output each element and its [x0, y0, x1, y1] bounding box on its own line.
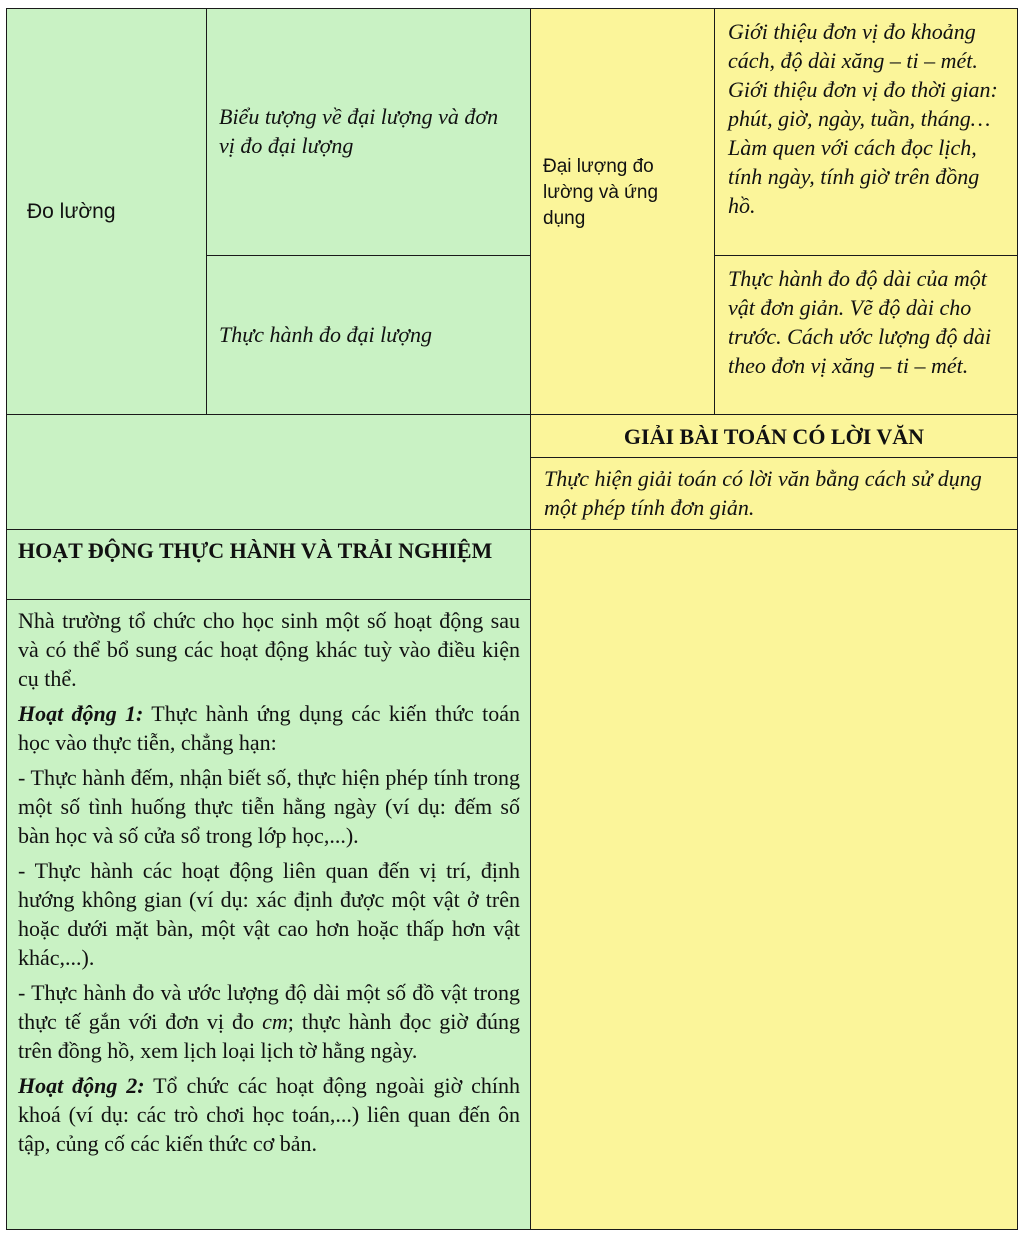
- cell-topic-measurement: [6, 8, 208, 416]
- activities-intro: Nhà trường tổ chức cho học sinh một số hoạt động sau và có thể bổ sung các hoạt động khác tuỳ vào điều kiện cụ thể.: [18, 608, 520, 691]
- sub-practice-text: Thực hành đo đại lượng: [219, 322, 432, 347]
- cell-activities-body: [6, 599, 532, 1230]
- cell-sub-concepts: [206, 8, 532, 257]
- cell-sub-practice: [206, 255, 532, 416]
- word-problem-heading: GIẢI BÀI TOÁN CÓ LỜI VĂN: [623, 424, 925, 449]
- bullet-measuring-text-b: ; thực hành đọc giờ đúng trên đồng hồ, xem lịch loại lịch tờ hằng ngày.: [18, 1009, 520, 1063]
- cell-content-units: [714, 8, 1018, 257]
- activity-1-label: Hoạt động 1:: [18, 701, 144, 726]
- word-problem-content: Thực hiện giải toán có lời văn bằng cách sử dụng một phép tính đơn giản.: [544, 466, 982, 520]
- bullet-measuring-text-a: - Thực hành đo và ước lượng độ dài một số đồ vật trong thực tế gắn với đơn vị đo: [18, 980, 520, 1034]
- activity-2-text: Tổ chức các hoạt động ngoài giờ chính khoá (ví dụ: các trò chơi học toán,...) liên quan đến ôn tập, củng cố các kiến thức cơ bản.: [18, 1073, 520, 1156]
- content-units-text: Giới thiệu đơn vị đo khoảng cách, độ dài xăng – ti – mét. Giới thiệu đơn vị đo thời gian: phút, giờ, ngày, tuần, tháng…Làm quen với cách đọc lịch, tính ngày, tính giờ trên đồng hồ.: [728, 19, 998, 218]
- cell-empty-yellow: [530, 529, 1018, 1230]
- content-practice-text: Thực hành đo độ dài của một vật đơn giản. Vẽ độ dài cho trước. Cách ước lượng độ dài theo đơn vị xăng – ti – mét.: [728, 266, 992, 378]
- activity-2-label: Hoạt động 2:: [18, 1073, 145, 1098]
- cell-word-problem-heading: [530, 414, 1018, 459]
- bullet-position: - Thực hành các hoạt động liên quan đến vị trí, định hướng không gian (ví dụ: xác định được một vật ở trên hoặc dưới mặt bàn, một vật cao hơn hoặc thấp hơn vật khác,...).: [18, 858, 520, 970]
- bullet-measuring: [18, 978, 520, 1065]
- sub-concepts-text: Biểu tượng về đại lượng và đơn vị đo đại lượng: [219, 104, 499, 158]
- activities-heading: HOẠT ĐỘNG THỰC HÀNH VÀ TRẢI NGHIỆM: [18, 538, 493, 563]
- activities-body: [18, 606, 520, 1164]
- cell-activities-heading: [6, 529, 532, 601]
- activity-2: [18, 1071, 520, 1158]
- topic-label: Đo lường: [27, 200, 116, 223]
- activity-1-text: Thực hành ứng dụng các kiến thức toán học vào thực tiễn, chẳng hạn:: [18, 701, 520, 755]
- cell-empty-green: [6, 414, 532, 531]
- bullet-measuring-unit: cm: [262, 1009, 288, 1034]
- cell-word-problem-content: [530, 457, 1018, 531]
- bullet-counting: - Thực hành đếm, nhận biết số, thực hiện phép tính trong một số tình huống thực tiễn hằng ngày (ví dụ: đếm số bàn học và số cửa sổ trong lớp học,...).: [18, 765, 520, 848]
- cell-content-practice: [714, 255, 1018, 416]
- activity-1: [18, 699, 520, 757]
- cell-category: [530, 8, 716, 416]
- category-text: Đại lượng đo lường và ứng dụng: [543, 156, 659, 229]
